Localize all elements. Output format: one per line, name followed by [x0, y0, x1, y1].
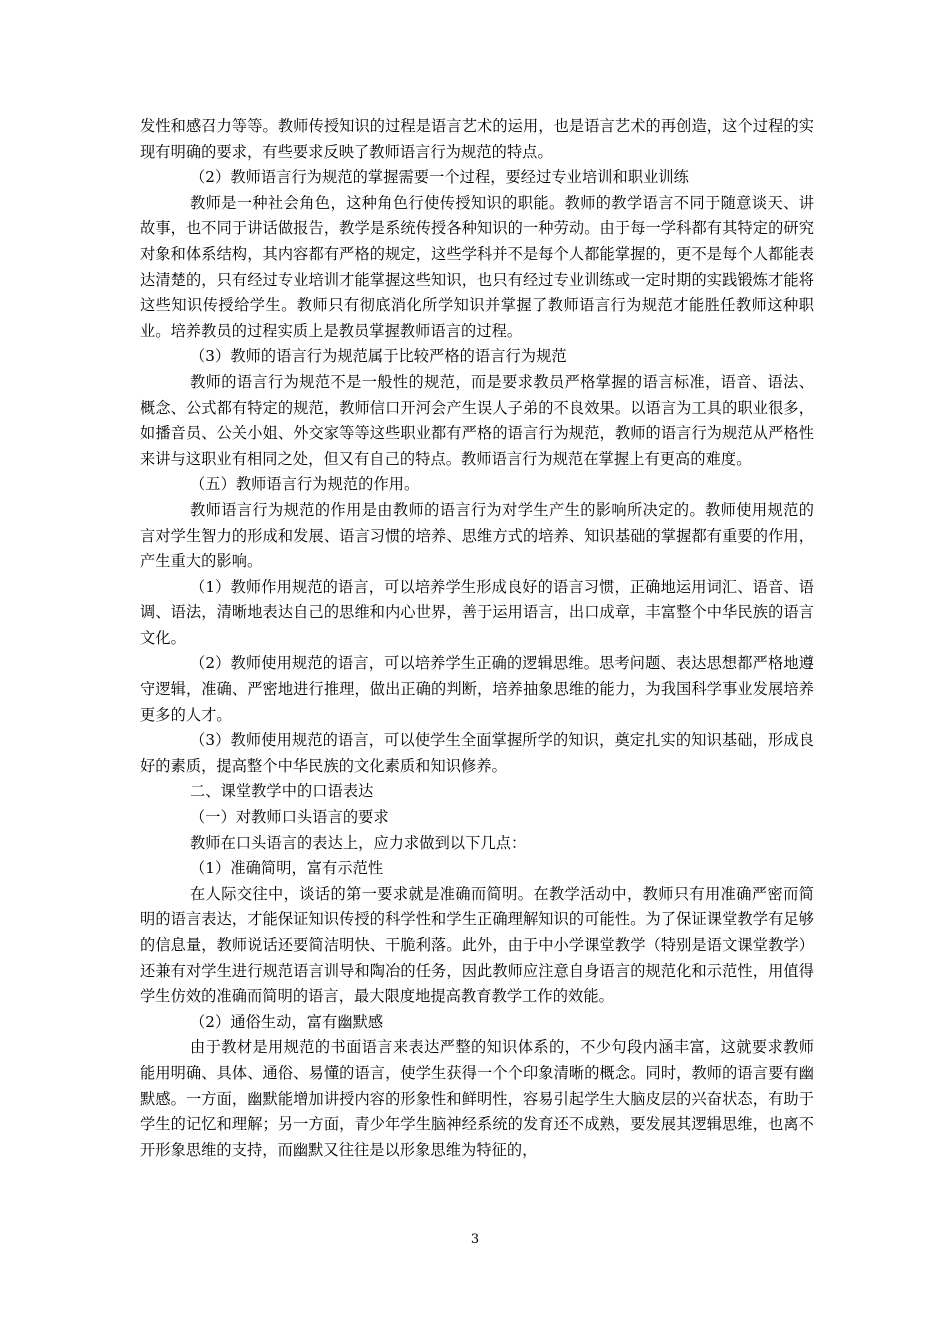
- page-number: 3: [470, 1232, 480, 1247]
- section-heading: 二、课堂教学中的口语表达: [190, 782, 374, 801]
- section-heading: （五）教师语言行为规范的作用。: [190, 475, 420, 494]
- subheading: （2）教师语言行为规范的掌握需要一个过程，要经过专业培训和职业训练: [190, 168, 689, 187]
- paragraph: 由于教材是用规范的书面语言来表达严整的知识体系的，不少句段内涵丰富，这就要求教师能用明确、具体、通俗、易懂的语言，使学生获得一个个印象清晰的概念。同时，教师的语言要有幽默感。一方面，幽默能增加讲授内容的形象性和鲜明性，容易引起学生大脑皮层的兴奋状态，有助于学生的记忆和理解；另一方面，青少年学生脑神经系统的发育还不成熟，要发展其逻辑思维，也离不开形象思维的支持，而幽默又往往是以形象思维为特征的，: [140, 1038, 814, 1159]
- subheading: （2）通俗生动，富有幽默感: [190, 1012, 384, 1031]
- subheading: （3）教师的语言行为规范属于比较严格的语言行为规范: [190, 347, 567, 366]
- paragraph: 教师是一种社会角色，这种角色行使传授知识的职能。教师的教学语言不同于随意谈天、讲故事，也不同于讲话做报告，教学是系统传授各种知识的一种劳动。由于每一学科都有其特定的研究对象和体系结构，其内容都有严格的规定，这些学科并不是每个人都能掌握的，更不是每个人都能表达清楚的，只有经过专业培训才能掌握这些知识，也只有经过专业训练或一定时期的实践锻炼才能将这些知识传授给学生。教师只有彻底消化所学知识并掌握了教师语言行为规范才能胜任教师这种职业。培养教员的过程实质上是教员掌握教师语言的过程。: [140, 193, 814, 340]
- subheading: （1）准确简明，富有示范性: [190, 859, 384, 878]
- paragraph: （1）教师作用规范的语言，可以培养学生形成良好的语言习惯，正确地运用词汇、语音、语调、语法，清晰地表达自己的思维和内心世界，善于运用语言，出口成章，丰富整个中华民族的语言文化。: [140, 577, 814, 647]
- paragraph: 教师语言行为规范的作用是由教师的语言行为对学生产生的影响所决定的。教师使用规范的言对学生智力的形成和发展、语言习惯的培养、思维方式的培养、知识基础的掌握都有重要的作用，产生重大的影响。: [140, 500, 814, 571]
- section-heading: （一）对教师口头语言的要求: [190, 808, 389, 827]
- paragraph: 在人际交往中，谈话的第一要求就是准确而简明。在教学活动中，教师只有用准确严密而简明的语言表达，才能保证知识传授的科学性和学生正确理解知识的可能性。为了保证课堂教学有足够的信息量，教师说话还要简洁明快、干脆利落。此外，由于中小学课堂教学（特别是语文课堂教学）还兼有对学生进行规范语言训导和陶冶的任务，因此教师应注意自身语言的规范化和示范性，用值得学生仿效的准确而简明的语言，最大限度地提高教育教学工作的效能。: [140, 884, 814, 1006]
- paragraph: 教师在口头语言的表达上，应力求做到以下几点：: [190, 833, 527, 852]
- paragraph: （3）教师使用规范的语言，可以使学生全面掌握所学的知识，奠定扎实的知识基础，形成良好的素质，提高整个中华民族的文化素质和知识修养。: [140, 731, 814, 775]
- paragraph: 教师的语言行为规范不是一般性的规范，而是要求教员严格掌握的语言标准，语音、语法、概念、公式都有特定的规范，教师信口开河会产生误人子弟的不良效果。以语言为工具的职业很多，如播音员、公关小姐、外交家等等这些职业都有严格的语言行为规范，教师的语言行为规范从严格性来讲与这职业有相同之处，但又有自己的特点。教师语言行为规范在掌握上有更高的难度。: [140, 372, 814, 468]
- body-text: [140, 114, 814, 1163]
- paragraph: （2）教师使用规范的语言，可以培养学生正确的逻辑思维。思考问题、表达思想都严格地遵守逻辑，准确、严密地进行推理，做出正确的判断，培养抽象思维的能力，为我国科学事业发展培养更多的人才。: [140, 654, 814, 724]
- paragraph: 发性和感召力等等。教师传授知识的过程是语言艺术的运用，也是语言艺术的再创造，这个过程的实现有明确的要求，有些要求反映了教师语言行为规范的特点。: [140, 117, 814, 161]
